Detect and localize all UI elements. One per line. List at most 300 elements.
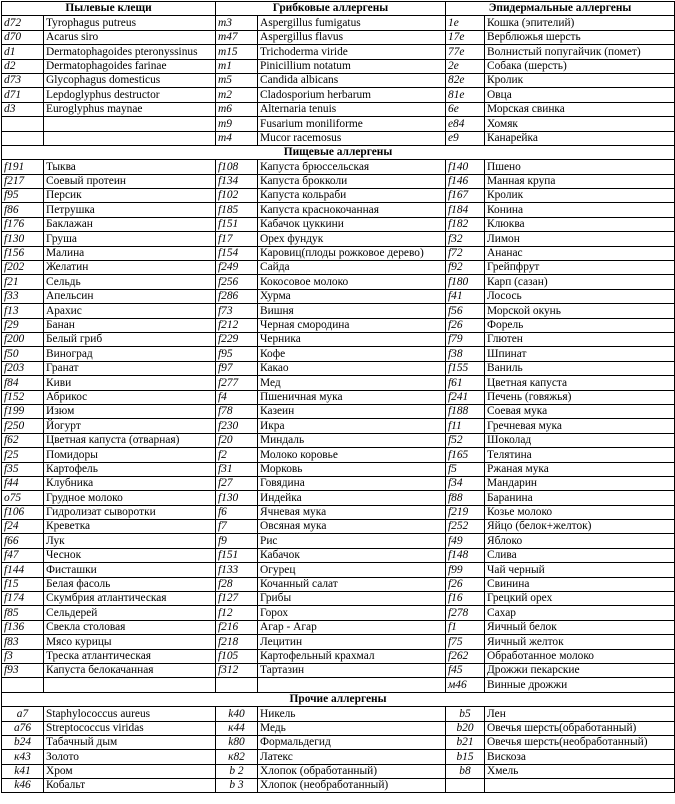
allergen-code: f38 [446, 347, 485, 361]
allergen-name: Тартазин [258, 663, 446, 677]
allergen-name: Орех фундук [258, 232, 446, 246]
allergen-name: Манная крупа [485, 174, 675, 188]
allergen-code: f11 [446, 419, 485, 433]
allergen-code: a7 [2, 707, 44, 721]
allergen-name: Петрушка [44, 203, 216, 217]
allergen-code: e84 [446, 117, 485, 131]
allergen-code: f106 [2, 505, 44, 519]
table-row [2, 606, 675, 620]
allergen-name: Сайда [258, 261, 446, 275]
table-row [2, 117, 675, 131]
allergen-name: Шпинат [485, 347, 675, 361]
allergen-code: b21 [446, 735, 485, 749]
header-food-allergens: Пищевые аллергены [2, 145, 675, 159]
allergen-code [2, 678, 44, 692]
allergen-code: f9 [216, 534, 258, 548]
allergen-name: Сахар [485, 606, 675, 620]
allergen-code: b20 [446, 721, 485, 735]
allergen-code: f79 [446, 332, 485, 346]
allergen-name: Малина [44, 246, 216, 260]
allergen-name: Ананас [485, 246, 675, 260]
table-row [2, 232, 675, 246]
allergen-name: Чай черный [485, 563, 675, 577]
table-row [2, 45, 675, 59]
allergen-code: f174 [2, 592, 44, 606]
allergen-name: Грудное молоко [44, 491, 216, 505]
table-row [2, 332, 675, 346]
allergen-code [216, 678, 258, 692]
allergen-name: Кокосовое молоко [258, 275, 446, 289]
allergen-code: f277 [216, 376, 258, 390]
table-row [2, 462, 675, 476]
allergen-code: d1 [2, 45, 44, 59]
allergen-name: Acarus siro [44, 30, 216, 44]
allergen-name: Яблоко [485, 534, 675, 548]
allergen-name: Груша [44, 232, 216, 246]
allergen-code: f152 [2, 390, 44, 404]
allergen-code: m4 [216, 131, 258, 145]
allergen-name: Вишня [258, 304, 446, 318]
allergen-code: d2 [2, 59, 44, 73]
allergen-name: Обработанное молоко [485, 649, 675, 663]
allergen-name: Гречневая мука [485, 419, 675, 433]
allergen-name: Хмель [485, 764, 675, 778]
allergen-code: f93 [2, 663, 44, 677]
allergen-code: f5 [446, 462, 485, 476]
allergen-name: Cladosporium herbarum [258, 88, 446, 102]
allergen-code: f97 [216, 361, 258, 375]
table-row [2, 16, 675, 30]
table-row [2, 520, 675, 534]
allergen-name: Икра [258, 419, 446, 433]
allergen-name: Рис [258, 534, 446, 548]
table-row [2, 678, 675, 692]
allergen-code: f180 [446, 275, 485, 289]
table-row [2, 88, 675, 102]
allergen-name: Цветная капуста [485, 376, 675, 390]
allergen-code: f212 [216, 318, 258, 332]
table-row [2, 174, 675, 188]
allergen-name: Шоколад [485, 433, 675, 447]
allergen-code: d72 [2, 16, 44, 30]
table-row [2, 289, 675, 303]
allergen-code: m47 [216, 30, 258, 44]
allergen-code: f156 [2, 246, 44, 260]
table-row [2, 635, 675, 649]
allergen-name: Овечья шерсть(необработанный) [485, 735, 675, 749]
allergen-name: Огурец [258, 563, 446, 577]
allergen-code: f218 [216, 635, 258, 649]
allergen-name: Ваниль [485, 361, 675, 375]
table-row [2, 30, 675, 44]
allergen-name: Капуста кольраби [258, 189, 446, 203]
allergen-name: Персик [44, 189, 216, 203]
allergen-name: Мед [258, 376, 446, 390]
allergen-code: f92 [446, 261, 485, 275]
allergen-name: Картофельный крахмал [258, 649, 446, 663]
allergen-code: f144 [2, 563, 44, 577]
column-header-row [2, 2, 675, 16]
allergen-code: f83 [2, 635, 44, 649]
allergen-name: Кобальт [44, 779, 216, 793]
allergen-code: b5 [446, 707, 485, 721]
allergen-name: Лимон [485, 232, 675, 246]
table-row [2, 261, 675, 275]
allergen-code: f130 [2, 232, 44, 246]
table-row [2, 649, 675, 663]
allergen-code: m5 [216, 73, 258, 87]
allergen-code: m1 [216, 59, 258, 73]
header-fungal-allergens: Грибковые аллергены [216, 2, 446, 16]
allergen-name: Белый гриб [44, 332, 216, 346]
allergen-code: f73 [216, 304, 258, 318]
allergen-code: a76 [2, 721, 44, 735]
allergen-name [258, 678, 446, 692]
allergen-name: Скумбрия атлантическая [44, 592, 216, 606]
allergen-code: f108 [216, 160, 258, 174]
allergen-name: Конина [485, 203, 675, 217]
table-row [2, 347, 675, 361]
allergen-code: f188 [446, 404, 485, 418]
allergen-name: Овечья шерсть(обработанный) [485, 721, 675, 735]
other-header-group [2, 692, 675, 706]
allergen-name: Ржаная мука [485, 462, 675, 476]
allergen-name: Креветка [44, 520, 216, 534]
allergen-name: Изюм [44, 404, 216, 418]
allergen-name: Латекс [258, 750, 446, 764]
allergen-code: f216 [216, 620, 258, 634]
allergen-code: d71 [2, 88, 44, 102]
allergen-name: Пшеничная мука [258, 390, 446, 404]
allergen-code: f66 [2, 534, 44, 548]
allergen-code: k46 [2, 779, 44, 793]
allergen-name: Fusarium moniliforme [258, 117, 446, 131]
allergen-code: f26 [446, 318, 485, 332]
allergen-name: Сельдерей [44, 606, 216, 620]
allergen-code: f12 [216, 606, 258, 620]
allergen-name: Aspergillus fumigatus [258, 16, 446, 30]
allergen-name: Чеснок [44, 548, 216, 562]
allergen-name: Свинина [485, 577, 675, 591]
allergen-name [44, 678, 216, 692]
allergen-name: Яичный белок [485, 620, 675, 634]
allergen-code: f127 [216, 592, 258, 606]
allergen-name: Streptococcus viridas [44, 721, 216, 735]
allergen-code: к44 [216, 721, 258, 735]
allergen-code: d3 [2, 102, 44, 116]
allergen-code: f28 [216, 577, 258, 591]
allergen-name: Говядина [258, 476, 446, 490]
table-row [2, 563, 675, 577]
allergen-name: Черная смородина [258, 318, 446, 332]
allergen-name: Арахис [44, 304, 216, 318]
allergen-name: Капуста брокколи [258, 174, 446, 188]
allergen-code: b24 [2, 735, 44, 749]
allergen-code: f176 [2, 217, 44, 231]
allergen-code: k80 [216, 735, 258, 749]
table-row [2, 433, 675, 447]
allergen-code: f29 [2, 318, 44, 332]
allergen-code: f148 [446, 548, 485, 562]
allergen-name: Сельдь [44, 275, 216, 289]
allergen-name: Тыква [44, 160, 216, 174]
allergen-code: f229 [216, 332, 258, 346]
allergen-name: Йогурт [44, 419, 216, 433]
allergen-code: f250 [2, 419, 44, 433]
table-row [2, 419, 675, 433]
allergen-code [2, 131, 44, 145]
table-row [2, 534, 675, 548]
allergen-name: Вискоза [485, 750, 675, 764]
allergen-name: Форель [485, 318, 675, 332]
allergen-name: Капуста краснокочанная [258, 203, 446, 217]
allergen-name: Белая фасоль [44, 577, 216, 591]
allergen-name: Медь [258, 721, 446, 735]
allergen-name: Виноград [44, 347, 216, 361]
allergen-name: Миндаль [258, 433, 446, 447]
allergen-code: o75 [2, 491, 44, 505]
allergen-code: f13 [2, 304, 44, 318]
allergen-code: m2 [216, 88, 258, 102]
allergen-code: f20 [216, 433, 258, 447]
allergen-name: Капуста белокачанная [44, 663, 216, 677]
allergen-name: Картофель [44, 462, 216, 476]
allergen-code: f230 [216, 419, 258, 433]
allergen-code: 77e [446, 45, 485, 59]
allergen-name: Яйцо (белок+желток) [485, 520, 675, 534]
table-row [2, 491, 675, 505]
allergen-name: Морская свинка [485, 102, 675, 116]
food-header-group [2, 145, 675, 159]
allergen-name: Пшено [485, 160, 675, 174]
allergen-name: Молоко коровье [258, 448, 446, 462]
allergen-code: f88 [446, 491, 485, 505]
allergen-code: f200 [2, 332, 44, 346]
allergen-code: f249 [216, 261, 258, 275]
allergen-name: Киви [44, 376, 216, 390]
allergen-code: f75 [446, 635, 485, 649]
allergen-name: Лук [44, 534, 216, 548]
allergen-name: Кабачок цуккини [258, 217, 446, 231]
allergen-code [2, 117, 44, 131]
allergen-name: Горох [258, 606, 446, 620]
allergen-code: f278 [446, 606, 485, 620]
table-row [2, 361, 675, 375]
allergen-name: Staphylococcus aureus [44, 707, 216, 721]
allergen-name: Печень (говяжья) [485, 390, 675, 404]
table-row [2, 217, 675, 231]
allergen-code: b8 [446, 764, 485, 778]
allergen-name: Ячневая мука [258, 505, 446, 519]
allergen-name: Alternaria tenuis [258, 102, 446, 116]
allergen-name: Козье молоко [485, 505, 675, 519]
allergen-name: Lepdoglyphus destructor [44, 88, 216, 102]
allergen-code: f155 [446, 361, 485, 375]
table-row [2, 764, 675, 778]
allergen-code: f191 [2, 160, 44, 174]
allergen-code: f140 [446, 160, 485, 174]
allergen-code: f130 [216, 491, 258, 505]
allergen-code: f45 [446, 663, 485, 677]
allergen-name [485, 779, 675, 793]
table-row [2, 160, 675, 174]
allergen-code: f50 [2, 347, 44, 361]
table-row [2, 203, 675, 217]
allergen-name: Банан [44, 318, 216, 332]
allergen-code: f202 [2, 261, 44, 275]
allergen-name: Агар - Агар [258, 620, 446, 634]
allergen-code: f95 [216, 347, 258, 361]
allergen-name: Кочанный салат [258, 577, 446, 591]
allergen-name: Апельсин [44, 289, 216, 303]
allergen-name: Хлопок (необработанный) [258, 779, 446, 793]
allergen-name: Грибы [258, 592, 446, 606]
allergen-code: f4 [216, 390, 258, 404]
allergen-code: d70 [2, 30, 44, 44]
allergen-name: Треска атлантическая [44, 649, 216, 663]
allergen-code: f72 [446, 246, 485, 260]
allergen-code: f7 [216, 520, 258, 534]
allergen-code: f286 [216, 289, 258, 303]
allergen-name: Грецкий орех [485, 592, 675, 606]
table-row [2, 102, 675, 116]
allergen-name: Гидролизат сыворотки [44, 505, 216, 519]
allergen-name: Мясо курицы [44, 635, 216, 649]
table-row [2, 390, 675, 404]
allergen-code: f32 [446, 232, 485, 246]
allergen-name: Aspergillus flavus [258, 30, 446, 44]
allergen-code: f2 [216, 448, 258, 462]
allergen-code: f102 [216, 189, 258, 203]
allergen-name: Tyrophagus putreus [44, 16, 216, 30]
allergen-name: Канарейка [485, 131, 675, 145]
allergen-code: f21 [2, 275, 44, 289]
section-header-row [2, 692, 675, 706]
allergen-code: 2e [446, 59, 485, 73]
allergen-code: f199 [2, 404, 44, 418]
allergen-code: f252 [446, 520, 485, 534]
allergen-code: f47 [2, 548, 44, 562]
allergen-name: Trichoderma viride [258, 45, 446, 59]
allergen-code: к43 [2, 750, 44, 764]
allergen-name: Хурма [258, 289, 446, 303]
table-row [2, 663, 675, 677]
table-row [2, 448, 675, 462]
allergen-code: 17e [446, 30, 485, 44]
allergen-code: f31 [216, 462, 258, 476]
table-row [2, 131, 675, 145]
allergen-code: f167 [446, 189, 485, 203]
allergen-code: f78 [216, 404, 258, 418]
allergen-name: Лен [485, 707, 675, 721]
allergen-code: f219 [446, 505, 485, 519]
allergen-name: Свекла столовая [44, 620, 216, 634]
allergen-code: f1 [446, 620, 485, 634]
allergen-code: f17 [216, 232, 258, 246]
allergen-name: Верблюжья шерсть [485, 30, 675, 44]
allergen-name: Казеин [258, 404, 446, 418]
allergen-code: m15 [216, 45, 258, 59]
table-row [2, 707, 675, 721]
allergen-code: f262 [446, 649, 485, 663]
allergen-name: Клюква [485, 217, 675, 231]
allergen-name: Дрожжи пекарские [485, 663, 675, 677]
allergen-code: f3 [2, 649, 44, 663]
table-row [2, 246, 675, 260]
allergen-name: Кабачок [258, 548, 446, 562]
table-row [2, 476, 675, 490]
allergen-name: Глютен [485, 332, 675, 346]
allergen-code: f312 [216, 663, 258, 677]
allergen-name: Кролик [485, 189, 675, 203]
section-other-allergens [2, 707, 675, 793]
allergen-name: Желатин [44, 261, 216, 275]
allergen-name: Помидоры [44, 448, 216, 462]
allergen-code: f151 [216, 548, 258, 562]
table-row [2, 59, 675, 73]
allergen-code: m6 [216, 102, 258, 116]
allergen-code: f165 [446, 448, 485, 462]
allergen-name: Candida albicans [258, 73, 446, 87]
table-row [2, 592, 675, 606]
allergen-name: Гранат [44, 361, 216, 375]
allergen-table [1, 1, 675, 793]
allergen-code: b 3 [216, 779, 258, 793]
allergen-name: Индейка [258, 491, 446, 505]
allergen-name: Кофе [258, 347, 446, 361]
allergen-name: Винные дрожжи [485, 678, 675, 692]
section-food-allergens [2, 160, 675, 692]
allergen-code: k41 [2, 764, 44, 778]
allergen-name: Кошка (эпителий) [485, 16, 675, 30]
allergen-name: Какао [258, 361, 446, 375]
allergen-code: f99 [446, 563, 485, 577]
allergen-name: Формальдегид [258, 735, 446, 749]
allergen-name: Фисташки [44, 563, 216, 577]
allergen-code: f256 [216, 275, 258, 289]
allergen-code: м46 [446, 678, 485, 692]
allergen-code: f84 [2, 376, 44, 390]
allergen-code: f35 [2, 462, 44, 476]
allergen-name: Лосось [485, 289, 675, 303]
table-row [2, 735, 675, 749]
allergen-name: Яичный желток [485, 635, 675, 649]
allergen-name: Mucor racemosus [258, 131, 446, 145]
allergen-code: 82e [446, 73, 485, 87]
header-other-allergens: Прочие аллергены [2, 692, 675, 706]
allergen-code: f16 [446, 592, 485, 606]
allergen-name: Лецитин [258, 635, 446, 649]
allergen-code: m3 [216, 16, 258, 30]
allergen-name: Кролик [485, 73, 675, 87]
allergen-name: Каровиц(плоды рожковое дерево) [258, 246, 446, 260]
allergen-name: Мандарин [485, 476, 675, 490]
allergen-name: Glycophagus domesticus [44, 73, 216, 87]
allergen-code: 6e [446, 102, 485, 116]
allergen-code: 1e [446, 16, 485, 30]
allergen-name: Слива [485, 548, 675, 562]
allergen-code: f62 [2, 433, 44, 447]
allergen-code: f56 [446, 304, 485, 318]
allergen-name: Цветная капуста (отварная) [44, 433, 216, 447]
allergen-code: f33 [2, 289, 44, 303]
allergen-name: Золото [44, 750, 216, 764]
allergen-name: Морской окунь [485, 304, 675, 318]
allergen-name: Грейпфрут [485, 261, 675, 275]
allergen-name: Собака (шерсть) [485, 59, 675, 73]
allergen-code: f25 [2, 448, 44, 462]
allergen-name: Карп (сазан) [485, 275, 675, 289]
